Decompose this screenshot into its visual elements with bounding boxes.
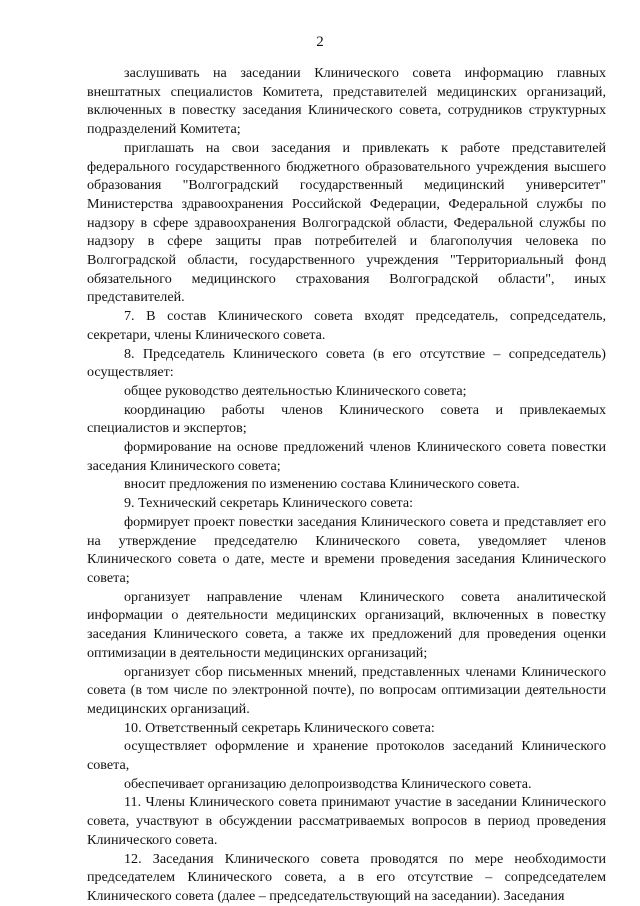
paragraph-6: координацию работы членов Клинического совета и привлекаемых специалистов и экспертов;	[87, 401, 606, 437]
paragraph-10: формирует проект повестки заседания Клинического совета и представляет его на утверждение председателю Клинического совета, уведомляет членов Клинического совета о дате, месте и времени проведения заседания Клинического совета;	[87, 513, 606, 586]
paragraph-13: 10. Ответственный секретарь Клинического совета:	[124, 719, 435, 736]
page-number: 2	[316, 34, 324, 50]
paragraph-16: 11. Члены Клинического совета принимают участие в заседании Клинического совета, участвуют в обсуждении рассматриваемых вопросов в период проведения Клинического совета.	[87, 794, 606, 848]
paragraph-4: 8. Председатель Клинического совета (в его отсутствие – сопредседатель) осуществляет:	[87, 345, 606, 381]
paragraph-17: 12. Заседания Клинического совета проводятся по мере необходимости председателем Клинического совета, а в его отсутствие – сопредседателем Клинического совета (далее – председательствующий на заседании). Заседания	[87, 850, 606, 904]
paragraph-7: формирование на основе предложений членов Клинического совета повестки заседания Клинического совета;	[87, 439, 606, 474]
paragraph-15: обеспечивает организацию делопроизводства Клинического совета.	[124, 775, 532, 792]
paragraph-1: заслушивать на заседании Клинического совета информацию главных внештатных специалистов Комитета, представителей медицинских организаций, включенных в повестку заседания Клинического совета, сотрудников структурных подразделений Комитета;	[87, 65, 606, 138]
paragraph-9: 9. Технический секретарь Клинического совета:	[124, 495, 414, 512]
document-body	[87, 64, 606, 906]
paragraph-2: приглашать на свои заседания и привлекать к работе представителей федерального государственного бюджетного образовательного учреждения высшего образования "Волгоградский государственный медицинский университет" Министерства здравоохранения Российской Федерации, Федеральной службы по надзору в сфере здравоохранения Волгоградской области, Федеральной службы по надзору в сфере защиты прав потребителей и благополучия человека по Волгоградской области, государственного учреждения "Территориальный фонд обязательного медицинского страхования Волгоградской области", иных представителей.	[87, 139, 606, 306]
paragraph-3: 7. В состав Клинического совета входят председатель, сопредседатель, секретари, члены Клинического совета.	[87, 308, 606, 343]
paragraph-11: организует направление членам Клинического совета аналитической информации о деятельности медицинских организаций, включенных в повестку заседания Клинического совета, а также их предложений для проведения оценки оптимизации в деятельности медицинских организаций;	[87, 588, 606, 661]
paragraph-8: вносит предложения по изменению состава Клинического совета.	[124, 476, 520, 493]
paragraph-14: осуществляет оформление и хранение протоколов заседаний Клинического совета,	[87, 738, 606, 774]
paragraph-5: общее руководство деятельностью Клинического совета;	[124, 382, 467, 399]
paragraph-12: организует сбор письменных мнений, представленных членами Клинического совета (в том числе по электронной почте), по вопросам оптимизации деятельности медицинских организаций.	[87, 663, 606, 717]
